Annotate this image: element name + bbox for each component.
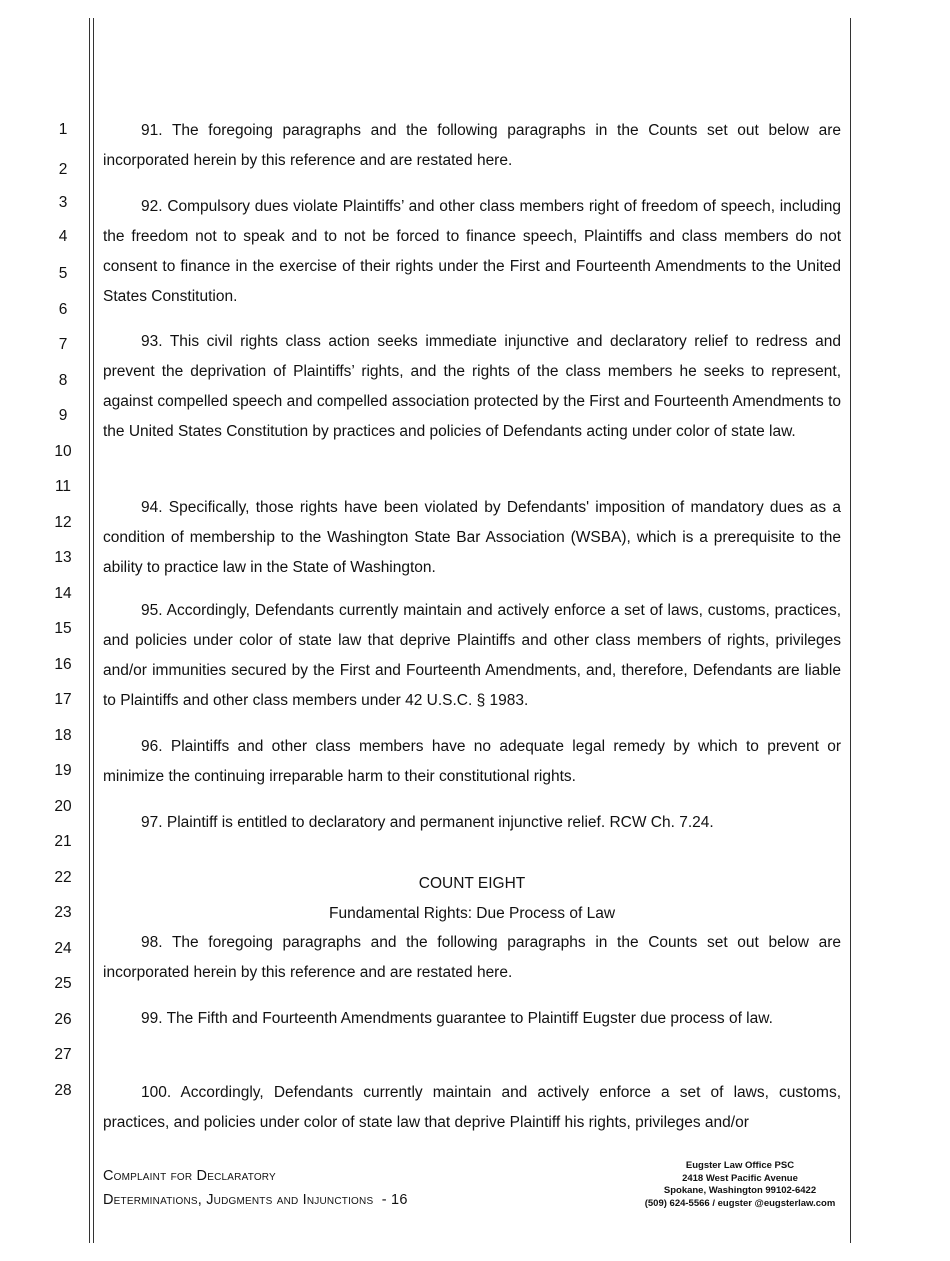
count-subheading: Fundamental Rights: Due Process of Law <box>328 905 616 922</box>
paragraph-text: Accordingly, Defendants currently maintain and actively enforce a set of laws, customs, practices, and policies under color of state law that deprive Plaintiff his rights, privileges and/or <box>103 1084 842 1131</box>
footer-law-office <box>620 1160 860 1210</box>
paragraph-97 <box>103 808 841 838</box>
footer-street: 2418 West Pacific Avenue <box>682 1172 798 1184</box>
paragraph-text: This civil rights class action seeks immediate injunctive and declaratory relief to redress and prevent the deprivation of Plaintiffs’ rights, and the rights of the class members he seeks to represent, against compelled speech and compelled association protected by the First and Fourteenth Amendments to the United States Constitution by practices and policies of Defendants acting under color of state law. <box>103 333 841 440</box>
footer-page-number: - 16 <box>381 1192 408 1208</box>
paragraph-number: 93. <box>141 333 163 350</box>
paragraph-99 <box>103 1004 841 1034</box>
line-number: 24 <box>54 940 72 957</box>
line-number: 21 <box>54 833 72 850</box>
line-number: 23 <box>54 904 72 921</box>
line-number: 26 <box>54 1011 72 1028</box>
paragraph-92 <box>103 192 841 312</box>
paragraph-91 <box>103 116 841 176</box>
footer-title-line-1: Complaint for Declaratory <box>103 1168 276 1184</box>
paragraph-text: Specifically, those rights have been violated by Defendants' imposition of mandatory dues as a condition of membership to the Washington State Bar Association (WSBA), which is a prerequisite to the ability to practice law in the State of Washington. <box>103 499 841 576</box>
paragraph-text: The Fifth and Fourteenth Amendments guarantee to Plaintiff Eugster due process of law. <box>166 1010 773 1027</box>
line-number: 1 <box>58 121 68 138</box>
line-number: 2 <box>58 161 68 178</box>
line-number: 7 <box>58 336 68 353</box>
paragraph-text: Compulsory dues violate Plaintiffs’ and other class members right of freedom of speech, including the freedom not to speak and to not be forced to finance speech, Plaintiffs and class members do not consent to finance in the exercise of their rights under the First and Fourteenth Amendments to the United States Constitution. <box>103 198 841 305</box>
paragraph-number: 100. <box>141 1084 172 1101</box>
line-number: 17 <box>54 691 72 708</box>
line-number: 6 <box>58 301 68 318</box>
line-number: 4 <box>58 228 68 245</box>
paragraph-text: Plaintiffs and other class members have no adequate legal remedy by which to prevent or minimize the continuing irreparable harm to their constitutional rights. <box>103 738 842 785</box>
paragraph-number: 97. <box>141 814 163 831</box>
paragraph-number: 95. <box>141 602 163 619</box>
paragraph-98 <box>103 928 841 988</box>
line-number: 20 <box>54 798 72 815</box>
left-margin-rule-inner <box>93 18 94 1243</box>
line-number: 15 <box>54 620 72 637</box>
line-number: 28 <box>54 1082 72 1099</box>
right-margin-rule <box>850 18 851 1243</box>
paragraph-100 <box>103 1078 841 1138</box>
line-number: 9 <box>58 407 68 424</box>
paragraph-number: 96. <box>141 738 163 755</box>
paragraph-93 <box>103 327 841 447</box>
line-number: 5 <box>58 265 68 282</box>
line-number: 18 <box>54 727 72 744</box>
footer-office-name: Eugster Law Office PSC <box>685 1160 795 1171</box>
line-number: 10 <box>54 443 72 460</box>
line-number: 14 <box>54 585 72 602</box>
paragraph-number: 92. <box>141 198 163 215</box>
paragraph-number: 91. <box>141 122 163 139</box>
line-number: 8 <box>58 372 68 389</box>
left-margin-rule <box>89 18 90 1243</box>
footer-title-line-2: Determinations, Judgments and Injunctions - 16 <box>103 1192 408 1208</box>
line-number: 12 <box>54 514 72 531</box>
line-number: 22 <box>54 869 72 886</box>
line-number: 3 <box>58 194 68 211</box>
count-heading: COUNT EIGHT <box>418 875 526 892</box>
footer-city: Spokane, Washington 99102-6422 <box>663 1185 817 1196</box>
paragraph-96 <box>103 732 841 792</box>
paragraph-94 <box>103 493 841 583</box>
paragraph-number: 94. <box>141 499 163 516</box>
line-number: 19 <box>54 762 72 779</box>
line-number: 25 <box>54 975 72 992</box>
paragraph-text: Plaintiff is entitled to declaratory and permanent injunctive relief. RCW Ch. 7.24. <box>166 814 714 831</box>
paragraph-text: The foregoing paragraphs and the following paragraphs in the Counts set out below are incorporated herein by this reference and are restated here. <box>103 934 842 981</box>
footer-contact: (509) 624-5566 / eugster @eugsterlaw.com <box>644 1197 836 1209</box>
paragraph-text: Accordingly, Defendants currently maintain and actively enforce a set of laws, customs, practices, and policies under color of state law that deprive Plaintiffs and other class members of rights, privileges and/or immunities secured by the First and Fourteenth Amendments, and, therefore, Defendants are liable to Plaintiffs and other class members under 42 U.S.C. § 1983. <box>103 602 841 709</box>
line-number: 16 <box>54 656 72 673</box>
paragraph-number: 98. <box>141 934 163 951</box>
line-number: 11 <box>54 478 72 495</box>
paragraph-95 <box>103 596 841 716</box>
line-number: 13 <box>54 549 72 566</box>
paragraph-text: The foregoing paragraphs and the following paragraphs in the Counts set out below are incorporated herein by this reference and are restated here. <box>103 122 842 169</box>
paragraph-number: 99. <box>141 1010 163 1027</box>
footer-document-title <box>103 1164 408 1212</box>
line-number: 27 <box>54 1046 72 1063</box>
